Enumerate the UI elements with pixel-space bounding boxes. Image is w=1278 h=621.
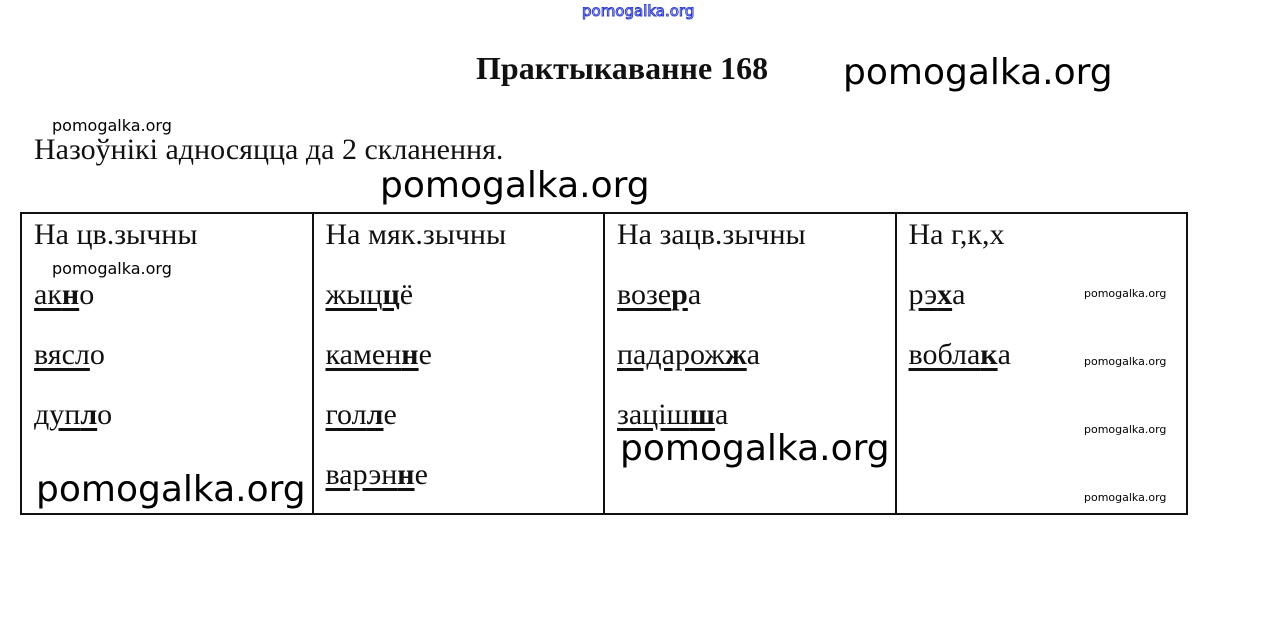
word-item: акно xyxy=(34,278,95,311)
word-item: дупло xyxy=(34,398,113,431)
word-item: воблака xyxy=(908,338,1011,371)
watermark-left-small-2: pomogalka.org xyxy=(52,259,172,278)
word-item: падарожжа xyxy=(617,338,761,371)
watermark-col4-small: pomogalka.org xyxy=(1084,287,1167,300)
word-item: каменне xyxy=(325,338,432,371)
watermark-left-small-1: pomogalka.org xyxy=(52,116,172,135)
word-item: рэха xyxy=(908,278,966,311)
watermark-title-right: pomogalka.org xyxy=(843,52,1113,93)
task-text: Назоўнікі адносяцца да 2 скланення. xyxy=(34,133,504,166)
word-item: вясло xyxy=(34,338,105,371)
word-item: варэнне xyxy=(325,458,428,491)
column-header: На г,к,х xyxy=(908,218,1005,251)
watermark-bottom-left-large: pomogalka.org xyxy=(36,469,306,510)
watermark-col4-small: pomogalka.org xyxy=(1084,355,1167,368)
word-item: жыццё xyxy=(325,278,414,311)
column-header: На зацв.зычны xyxy=(617,218,806,251)
table-column-soft-consonant xyxy=(314,214,606,513)
word-item: зацiшша xyxy=(617,398,729,431)
watermark-col3-large: pomogalka.org xyxy=(620,428,890,469)
watermark-col4-small: pomogalka.org xyxy=(1084,423,1167,436)
column-header: На мяк.зычны xyxy=(325,218,507,251)
watermark-top: pomogalka.org xyxy=(582,2,695,20)
watermark-mid-large: pomogalka.org xyxy=(380,165,650,206)
column-header: На цв.зычны xyxy=(34,218,198,251)
word-item: возера xyxy=(617,278,702,311)
exercise-title: Практыкаванне 168 xyxy=(476,50,769,86)
watermark-col4-small: pomogalka.org xyxy=(1084,491,1167,504)
word-item: голле xyxy=(325,398,397,431)
